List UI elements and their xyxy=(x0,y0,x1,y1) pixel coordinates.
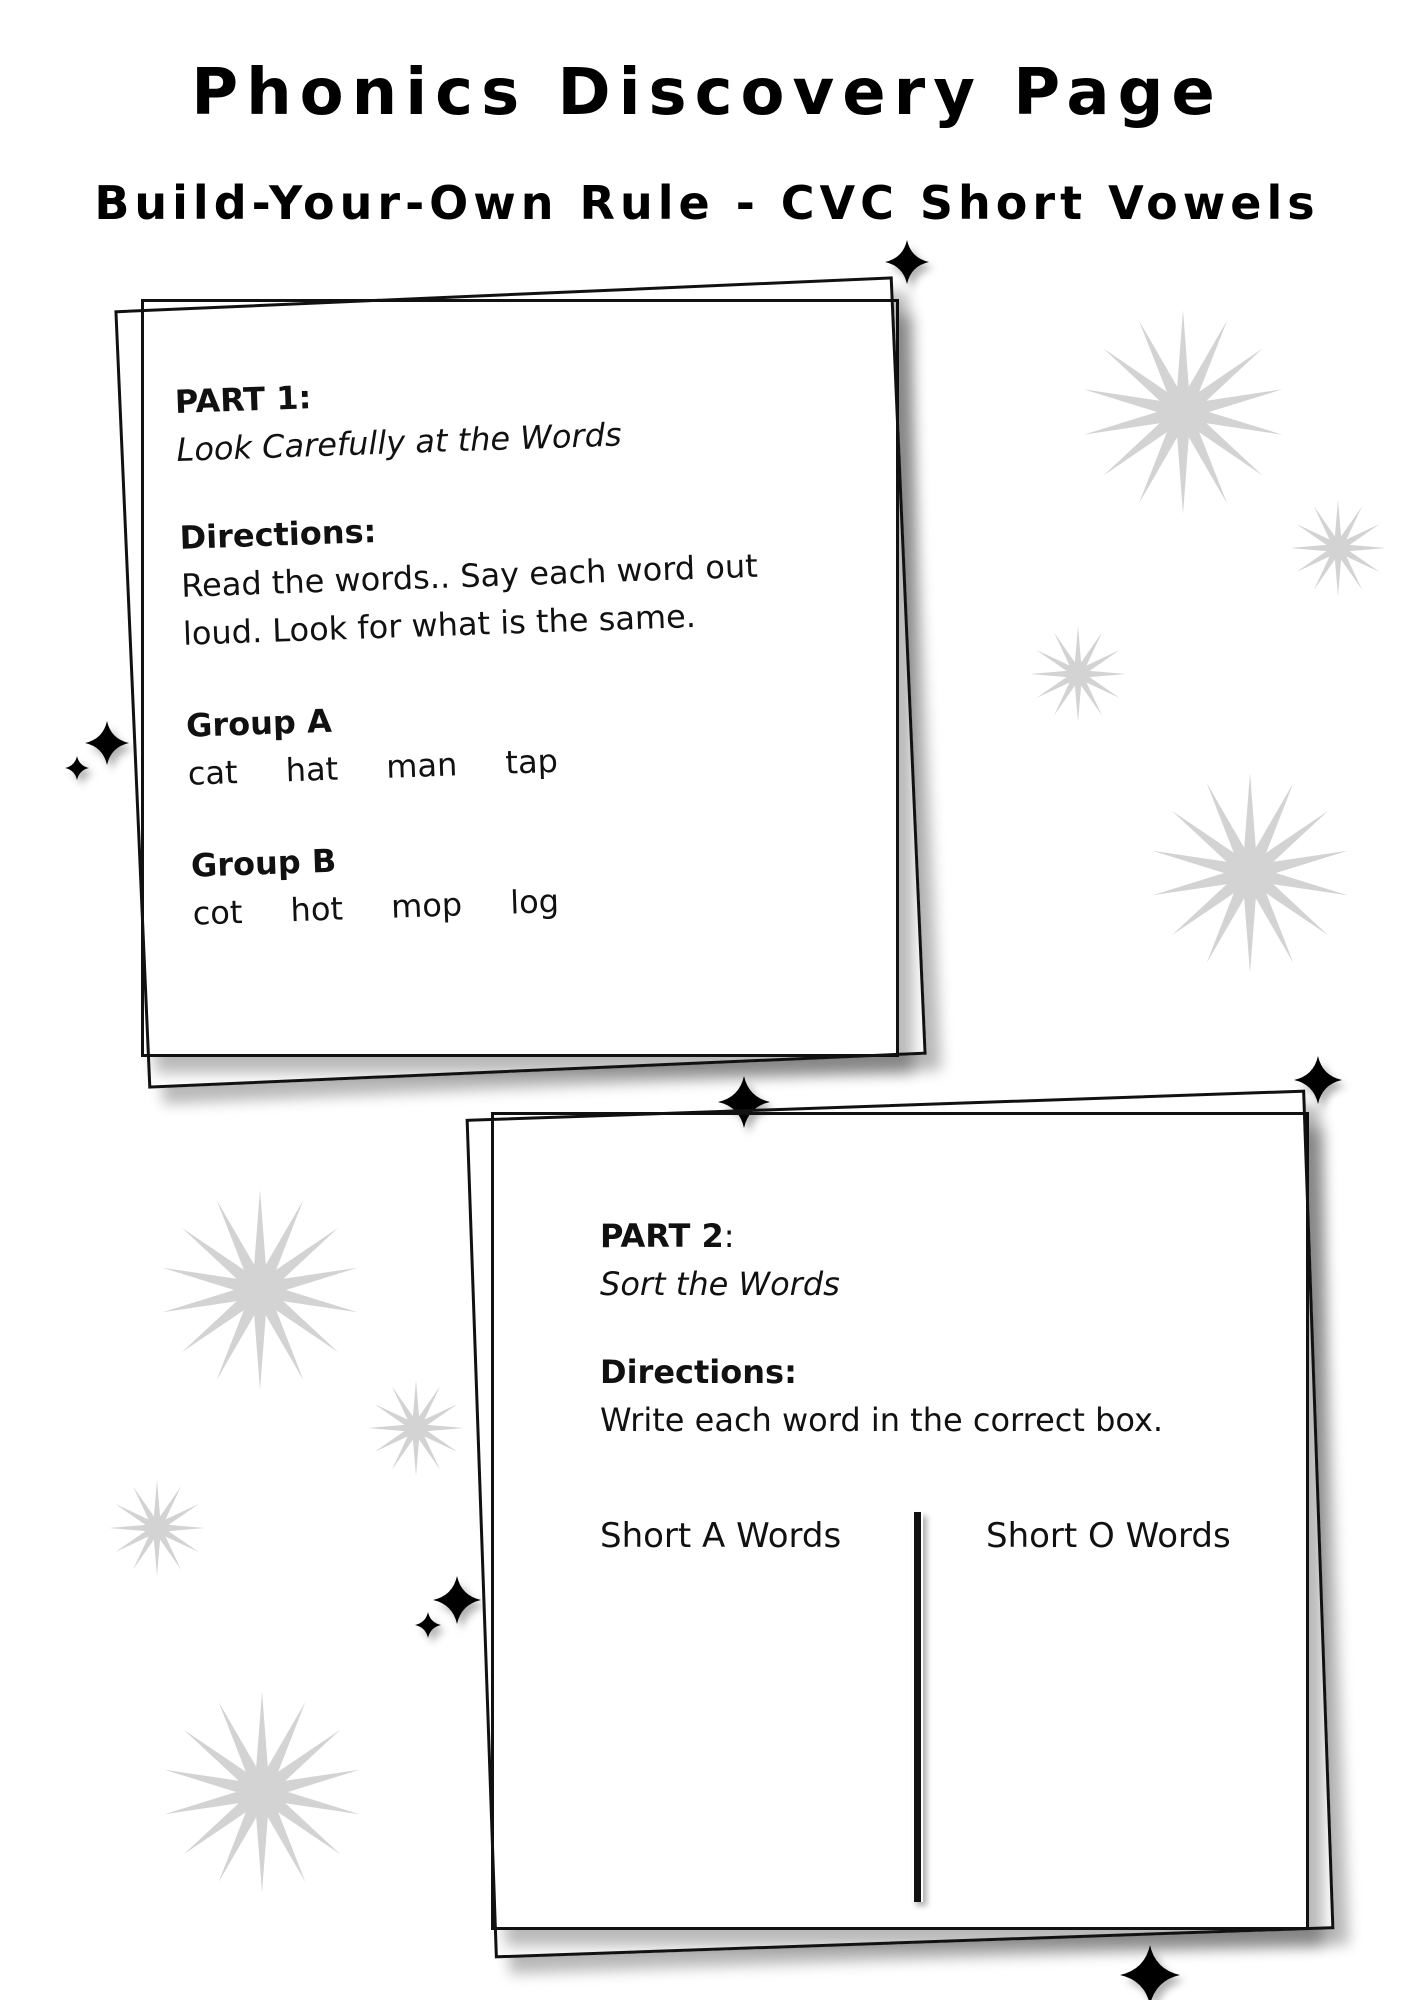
page-subtitle: Build-Your-Own Rule - CVC Short Vowels xyxy=(94,176,1320,230)
part2-subheading: Sort the Words xyxy=(600,1265,840,1303)
sparkle-icon xyxy=(415,1612,441,1638)
word-item: hot xyxy=(289,889,344,930)
part2-heading-colon: : xyxy=(723,1217,735,1255)
page-title: Phonics Discovery Page xyxy=(191,56,1223,130)
part2-content xyxy=(600,1212,1260,1444)
part2-heading xyxy=(600,1212,1260,1260)
sparkle-icon xyxy=(1120,1945,1180,2000)
starburst-icon xyxy=(368,1380,464,1476)
part1-directions-text: Read the words.. Say each word out loud. Look for what is the same. xyxy=(180,546,759,653)
starburst-icon xyxy=(1084,310,1283,514)
starburst-icon xyxy=(1030,626,1126,722)
sparkle-icon xyxy=(433,1576,481,1624)
word-item: cot xyxy=(192,892,244,933)
group-a-label: Group A xyxy=(185,701,333,745)
word-item: mop xyxy=(390,885,463,926)
sparkle-icon xyxy=(85,721,129,765)
part2-heading-main: PART 2 xyxy=(600,1217,724,1255)
part1-content xyxy=(174,355,843,937)
word-item: tap xyxy=(504,741,559,782)
part1-directions-label: Directions: xyxy=(178,512,377,557)
word-item: cat xyxy=(187,753,239,793)
word-item: man xyxy=(385,745,458,786)
short-a-writing-area[interactable] xyxy=(600,1580,890,1900)
short-o-column-label: Short O Words xyxy=(986,1516,1231,1556)
column-divider xyxy=(912,1512,923,1902)
starburst-icon xyxy=(1153,773,1348,973)
short-a-column-label: Short A Words xyxy=(600,1516,842,1556)
starburst-icon xyxy=(163,1190,358,1390)
part1-subheading: Look Carefully at the Words xyxy=(175,415,623,469)
word-item: hat xyxy=(285,749,339,790)
part2-directions-text: Write each word in the correct box. xyxy=(600,1401,1164,1439)
group-b-label: Group B xyxy=(190,841,337,885)
part1-heading: PART 1: xyxy=(174,378,312,421)
short-o-writing-area[interactable] xyxy=(950,1580,1250,1900)
starburst-icon xyxy=(109,1480,205,1576)
word-item: log xyxy=(509,881,560,922)
part2-directions-label: Directions: xyxy=(600,1353,797,1391)
sparkle-icon xyxy=(65,756,89,780)
starburst-icon xyxy=(165,1692,360,1892)
starburst-icon xyxy=(1290,500,1386,596)
